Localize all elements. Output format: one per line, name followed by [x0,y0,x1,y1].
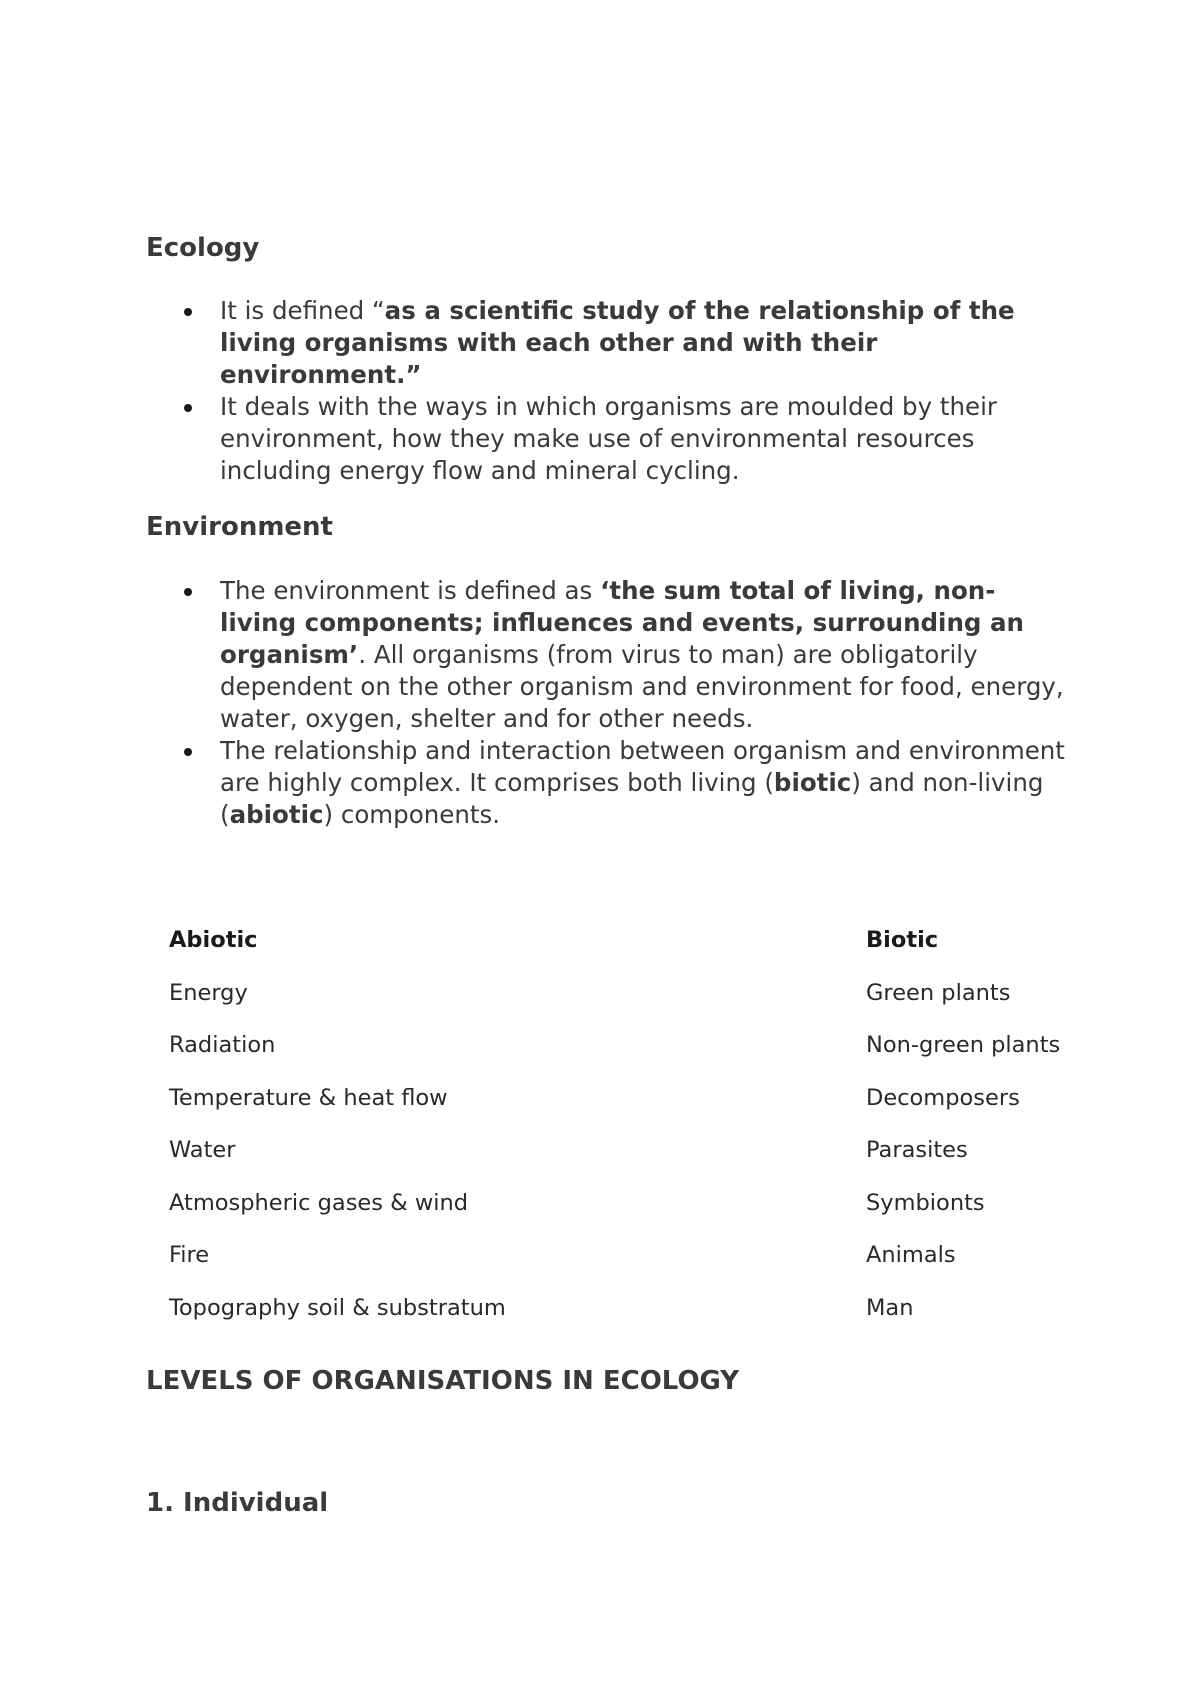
abiotic-cell: Energy [169,979,248,1006]
environment-bullet-list [146,575,1066,831]
bullet-dot-icon [184,404,192,412]
biotic-cell: Parasites [866,1137,968,1163]
table-row [169,1239,1109,1292]
levels-heading: LEVELS OF ORGANISATIONS IN ECOLOGY [146,1366,740,1396]
biotic-cell: Man [866,1294,914,1321]
table-row [169,1082,1109,1135]
ecology-bullet-list [146,295,1066,487]
ecology-bullet-definition [146,295,1066,391]
bullet-dot-icon [184,748,192,756]
abiotic-cell: Topography soil & substratum [169,1294,506,1321]
ecology-heading: Ecology [146,233,260,263]
level-item-individual: 1. Individual [146,1488,329,1518]
environment-bullet-relationship [146,735,1066,831]
table-row [169,1029,1109,1082]
table-row [169,1292,1109,1345]
abiotic-column-header: Abiotic [169,927,258,953]
ecology-bullet-scope [146,391,1066,487]
bullet-dot-icon [184,588,192,596]
ecology-scope-text: It deals with the ways in which organisms are moulded by their environment, how they make use of environmental resources including energy flow and mineral cycling. [220,392,997,485]
abiotic-cell: Radiation [169,1032,276,1058]
relationship-text-part2: ) and non-living ( [220,768,1044,829]
table-row [169,1134,1109,1187]
environment-heading: Environment [146,512,333,542]
table-row [169,1187,1109,1240]
environment-definition-bold: ‘the sum total of living, non-living components; influences and events, surrounding an organism’ [220,576,1024,669]
environment-definition-rest: . All organisms (from virus to man) are obligatorily dependent on the other organism and environment for food, energy, water, oxygen, shelter and for other needs. [220,640,1064,733]
relationship-text-part1: The relationship and interaction between organism and environment are highly complex. It comprises both living ( [220,736,1065,797]
table-row [169,977,1109,1030]
biotic-cell: Animals [866,1242,956,1268]
abiotic-term: abiotic [229,800,324,829]
biotic-column-header: Biotic [866,927,939,953]
biotic-term: biotic [773,768,852,797]
biotic-cell: Non-green plants [866,1032,1061,1058]
ecology-definition-bold: as a scientific study of the relationship of the living organisms with each other and with their environment.” [220,296,1015,389]
abiotic-biotic-table [169,924,1109,1344]
abiotic-cell: Atmospheric gases & wind [169,1189,469,1216]
biotic-cell: Symbionts [866,1189,985,1216]
relationship-text-part3: ) components. [323,800,501,829]
abiotic-cell: Water [169,1137,236,1163]
environment-bullet-definition [146,575,1066,735]
ecology-definition-intro: It is defined “ [220,296,385,325]
abiotic-cell: Fire [169,1242,210,1268]
abiotic-cell: Temperature & heat flow [169,1084,448,1111]
table-header-row [169,924,1109,977]
biotic-cell: Green plants [866,979,1011,1006]
environment-definition-intro: The environment is defined as [220,576,601,605]
biotic-cell: Decomposers [866,1084,1020,1111]
bullet-dot-icon [184,308,192,316]
